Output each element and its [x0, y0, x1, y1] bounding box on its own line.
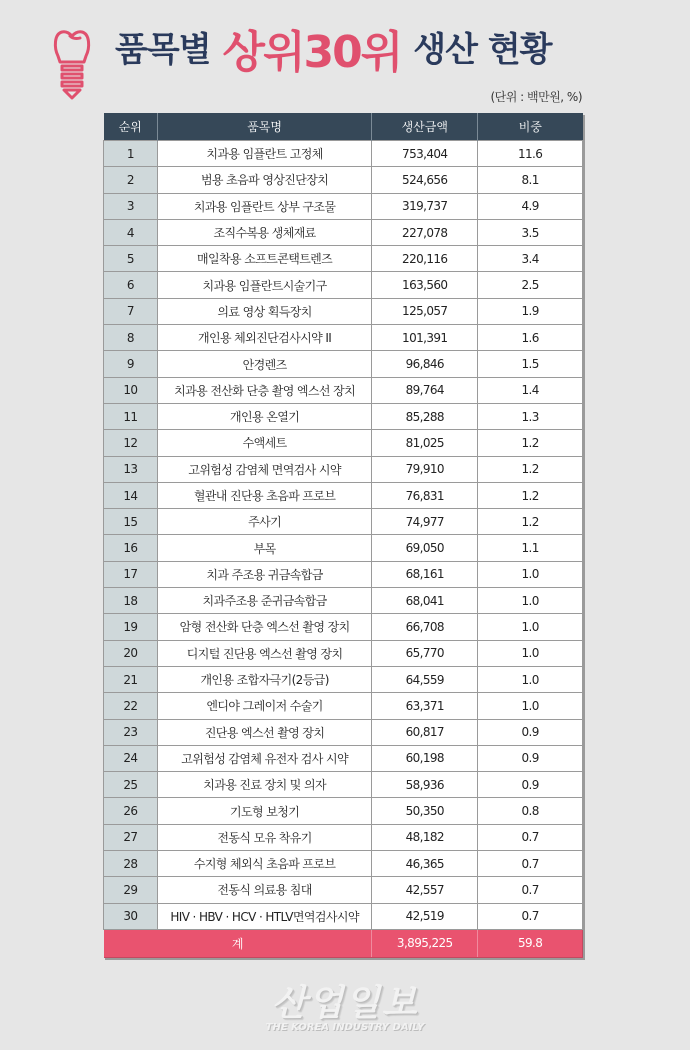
share-cell: 0.9	[478, 719, 583, 745]
amount-cell: 64,559	[372, 666, 478, 692]
rank-cell: 15	[104, 509, 158, 535]
rank-cell: 3	[104, 193, 158, 219]
page-title	[115, 22, 552, 78]
amount-cell: 220,116	[372, 246, 478, 272]
table-row	[104, 640, 583, 666]
column-header-amount: 생산금액	[372, 113, 478, 141]
rank-cell: 1	[104, 141, 158, 167]
name-cell: 매일착용 소프트콘택트렌즈	[157, 246, 371, 272]
table-row	[104, 482, 583, 508]
share-cell: 0.9	[478, 772, 583, 798]
rank-cell: 20	[104, 640, 158, 666]
rank-cell: 23	[104, 719, 158, 745]
table-row	[104, 824, 583, 850]
rank-cell: 12	[104, 430, 158, 456]
amount-cell: 58,936	[372, 772, 478, 798]
name-cell: 전동식 의료용 침대	[157, 877, 371, 903]
name-cell: 암형 전산화 단층 엑스선 촬영 장치	[157, 614, 371, 640]
table-row	[104, 509, 583, 535]
share-cell: 1.0	[478, 614, 583, 640]
title-part2: 생산 현황	[413, 30, 552, 70]
share-cell: 1.5	[478, 351, 583, 377]
amount-cell: 63,371	[372, 693, 478, 719]
share-cell: 4.9	[478, 193, 583, 219]
name-cell: 치과용 임플란트 상부 구조물	[157, 193, 371, 219]
total-row	[104, 929, 583, 957]
rank-cell: 26	[104, 798, 158, 824]
share-cell: 3.5	[478, 219, 583, 245]
share-cell: 1.2	[478, 509, 583, 535]
name-cell: 의료 영상 획득장치	[157, 298, 371, 324]
share-cell: 0.7	[478, 903, 583, 929]
rank-cell: 27	[104, 824, 158, 850]
table-row	[104, 903, 583, 929]
table-row	[104, 614, 583, 640]
rank-cell: 10	[104, 377, 158, 403]
share-cell: 0.9	[478, 745, 583, 771]
name-cell: 수액세트	[157, 430, 371, 456]
rank-cell: 19	[104, 614, 158, 640]
amount-cell: 69,050	[372, 535, 478, 561]
title-area	[0, 0, 690, 110]
name-cell: HIV · HBV · HCV · HTLV면역검사시약	[157, 903, 371, 929]
share-cell: 0.7	[478, 824, 583, 850]
amount-cell: 48,182	[372, 824, 478, 850]
amount-cell: 50,350	[372, 798, 478, 824]
name-cell: 치과용 진료 장치 및 의자	[157, 772, 371, 798]
table-row	[104, 535, 583, 561]
table-row	[104, 561, 583, 587]
amount-cell: 65,770	[372, 640, 478, 666]
name-cell: 치과용 임플란트시술기구	[157, 272, 371, 298]
name-cell: 엔디야 그레이저 수술기	[157, 693, 371, 719]
table-row	[104, 141, 583, 167]
rank-cell: 16	[104, 535, 158, 561]
share-cell: 1.2	[478, 456, 583, 482]
amount-cell: 89,764	[372, 377, 478, 403]
rank-cell: 14	[104, 482, 158, 508]
amount-cell: 79,910	[372, 456, 478, 482]
name-cell: 진단용 엑스선 촬영 장치	[157, 719, 371, 745]
logo-english: THE KOREA INDUSTRY DAILY	[265, 1022, 425, 1033]
rank-cell: 29	[104, 877, 158, 903]
logo-korean: 산업일보	[271, 983, 419, 1024]
amount-cell: 46,365	[372, 851, 478, 877]
rank-cell: 4	[104, 219, 158, 245]
amount-cell: 68,041	[372, 588, 478, 614]
name-cell: 개인용 조합자극기(2등급)	[157, 666, 371, 692]
amount-cell: 753,404	[372, 141, 478, 167]
amount-cell: 125,057	[372, 298, 478, 324]
rank-cell: 18	[104, 588, 158, 614]
table-row	[104, 666, 583, 692]
name-cell: 치과용 전산화 단층 촬영 엑스선 장치	[157, 377, 371, 403]
share-cell: 0.7	[478, 877, 583, 903]
rank-cell: 30	[104, 903, 158, 929]
amount-cell: 96,846	[372, 351, 478, 377]
rank-cell: 11	[104, 403, 158, 429]
amount-cell: 85,288	[372, 403, 478, 429]
share-cell: 1.1	[478, 535, 583, 561]
table-row	[104, 693, 583, 719]
share-cell: 0.8	[478, 798, 583, 824]
name-cell: 주사기	[157, 509, 371, 535]
amount-cell: 66,708	[372, 614, 478, 640]
amount-cell: 319,737	[372, 193, 478, 219]
name-cell: 개인용 체외진단검사시약 II	[157, 325, 371, 351]
amount-cell: 524,656	[372, 167, 478, 193]
table-row	[104, 456, 583, 482]
share-cell: 1.0	[478, 640, 583, 666]
table-body	[104, 141, 583, 958]
name-cell: 디지털 진단용 엑스선 촬영 장치	[157, 640, 371, 666]
name-cell: 개인용 온열기	[157, 403, 371, 429]
amount-cell: 76,831	[372, 482, 478, 508]
amount-cell: 68,161	[372, 561, 478, 587]
total-label: 계	[104, 929, 372, 957]
name-cell: 안경렌즈	[157, 351, 371, 377]
share-cell: 11.6	[478, 141, 583, 167]
amount-cell: 74,977	[372, 509, 478, 535]
name-cell: 조직수복용 생체재료	[157, 219, 371, 245]
table-row	[104, 351, 583, 377]
rank-cell: 2	[104, 167, 158, 193]
share-cell: 3.4	[478, 246, 583, 272]
rank-cell: 17	[104, 561, 158, 587]
total-share: 59.8	[478, 929, 583, 957]
share-cell: 1.0	[478, 561, 583, 587]
share-cell: 1.2	[478, 430, 583, 456]
share-cell: 2.5	[478, 272, 583, 298]
share-cell: 8.1	[478, 167, 583, 193]
table-row	[104, 403, 583, 429]
rank-cell: 24	[104, 745, 158, 771]
name-cell: 혈관내 진단용 초음파 프로브	[157, 482, 371, 508]
table-row	[104, 430, 583, 456]
amount-cell: 60,817	[372, 719, 478, 745]
table-row	[104, 719, 583, 745]
table-row	[104, 877, 583, 903]
name-cell: 고위험성 감염체 면역검사 시약	[157, 456, 371, 482]
column-header-rank: 순위	[104, 113, 158, 141]
rank-cell: 21	[104, 666, 158, 692]
rank-cell: 7	[104, 298, 158, 324]
table-row	[104, 798, 583, 824]
table-header-row	[104, 113, 583, 141]
name-cell: 고위험성 감염체 유전자 검사 시약	[157, 745, 371, 771]
title-highlight: 상위30위	[222, 27, 402, 78]
share-cell: 1.3	[478, 403, 583, 429]
rank-cell: 28	[104, 851, 158, 877]
share-cell: 1.0	[478, 666, 583, 692]
name-cell: 수지형 체외식 초음파 프로브	[157, 851, 371, 877]
name-cell: 기도형 보청기	[157, 798, 371, 824]
total-amount: 3,895,225	[372, 929, 478, 957]
rank-cell: 5	[104, 246, 158, 272]
amount-cell: 60,198	[372, 745, 478, 771]
amount-cell: 81,025	[372, 430, 478, 456]
table-row	[104, 298, 583, 324]
table-row	[104, 745, 583, 771]
table-row	[104, 272, 583, 298]
table-row	[104, 193, 583, 219]
amount-cell: 227,078	[372, 219, 478, 245]
table-row	[104, 219, 583, 245]
share-cell: 1.9	[478, 298, 583, 324]
amount-cell: 101,391	[372, 325, 478, 351]
share-cell: 0.7	[478, 851, 583, 877]
table-row	[104, 772, 583, 798]
name-cell: 부목	[157, 535, 371, 561]
table-row	[104, 167, 583, 193]
amount-cell: 42,519	[372, 903, 478, 929]
rank-cell: 22	[104, 693, 158, 719]
rank-cell: 6	[104, 272, 158, 298]
dental-implant-icon	[52, 28, 92, 100]
rank-cell: 8	[104, 325, 158, 351]
unit-label: (단위 : 백만원, %)	[490, 90, 582, 104]
share-cell: 1.0	[478, 693, 583, 719]
rank-cell: 13	[104, 456, 158, 482]
name-cell: 치과주조용 준귀금속합금	[157, 588, 371, 614]
table-row	[104, 588, 583, 614]
table-row	[104, 377, 583, 403]
table-row	[104, 851, 583, 877]
share-cell: 1.2	[478, 482, 583, 508]
table-row	[104, 325, 583, 351]
table-row	[104, 246, 583, 272]
name-cell: 전동식 모유 착유기	[157, 824, 371, 850]
column-header-share: 비중	[478, 113, 583, 141]
title-part1: 품목별	[115, 30, 211, 70]
amount-cell: 163,560	[372, 272, 478, 298]
production-table	[103, 113, 583, 958]
share-cell: 1.6	[478, 325, 583, 351]
column-header-name: 품목명	[157, 113, 371, 141]
publisher-logo	[265, 975, 425, 1033]
share-cell: 1.4	[478, 377, 583, 403]
name-cell: 범용 초음파 영상진단장치	[157, 167, 371, 193]
name-cell: 치과용 임플란트 고정체	[157, 141, 371, 167]
name-cell: 치과 주조용 귀금속합금	[157, 561, 371, 587]
amount-cell: 42,557	[372, 877, 478, 903]
share-cell: 1.0	[478, 588, 583, 614]
rank-cell: 25	[104, 772, 158, 798]
rank-cell: 9	[104, 351, 158, 377]
